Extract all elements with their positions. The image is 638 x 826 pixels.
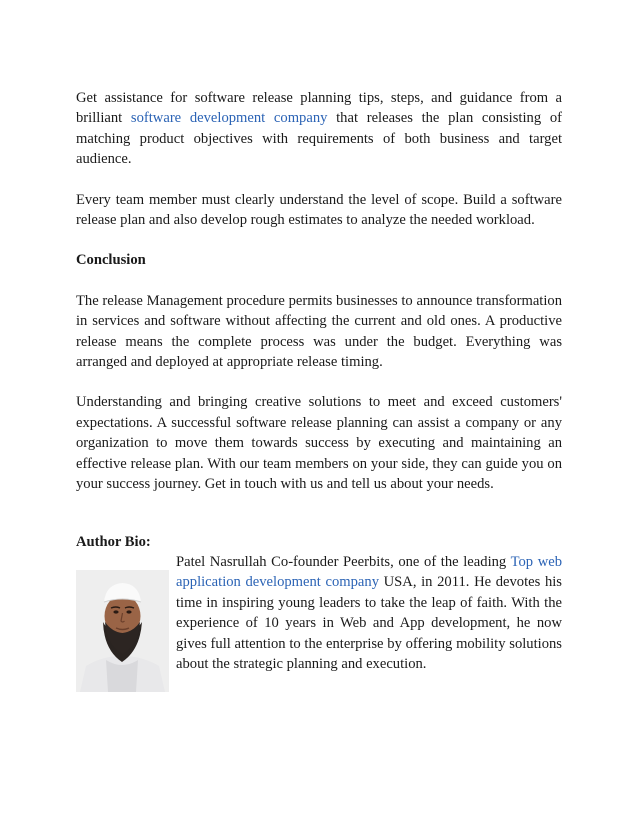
conclusion-heading: Conclusion [76, 252, 146, 269]
author-bio-text-start: Patel Nasrullah Co-founder Peerbits, one of the leading [176, 553, 511, 570]
author-bio-text [176, 552, 562, 674]
author-bio-section [76, 552, 562, 692]
paragraph-intro-text-end: that releases the plan consisting of matching product objectives with requirements of both business and target audience. [76, 110, 562, 168]
paragraph-understanding: Understanding and bringing creative solutions to meet and exceed customers' expectations. A successful software release planning can assist a company or any organization to move them towards success by executing and maintaining an effective release plan. With our team members on your side, they can guide you on your success journey. Get in touch with us and tell us about your needs. [76, 394, 562, 493]
paragraph-release-management: The release Management procedure permits businesses to announce transformation in services and software without affecting the current and old ones. A productive release means the complete process was under the budget. Everything was arranged and deployed at appropriate release timing. [76, 292, 562, 371]
author-photo [76, 570, 169, 692]
paragraph-intro [76, 88, 562, 170]
paragraph-scope: Every team member must clearly understand the level of scope. Build a software release plan and also develop rough estimates to analyze the needed workload. [76, 191, 562, 229]
document-page [76, 88, 562, 692]
top-web-application-development-company-link[interactable]: Top web application development company [176, 553, 563, 591]
author-bio-text-end: USA, in 2011. He devotes his time in inspiring young leaders to take the leap of faith. With the experience of 10 years in Web and App development, he now gives full attention to the enterprise by offering mobility solutions about the strategic planning and execution. [176, 574, 562, 672]
author-portrait-image [76, 570, 169, 692]
software-development-company-link[interactable]: software development company [130, 110, 328, 127]
paragraph-intro-text: Get assistance for software release planning tips, steps, and guidance from a brilliant [76, 90, 562, 127]
author-bio-heading: Author Bio: [76, 533, 151, 550]
